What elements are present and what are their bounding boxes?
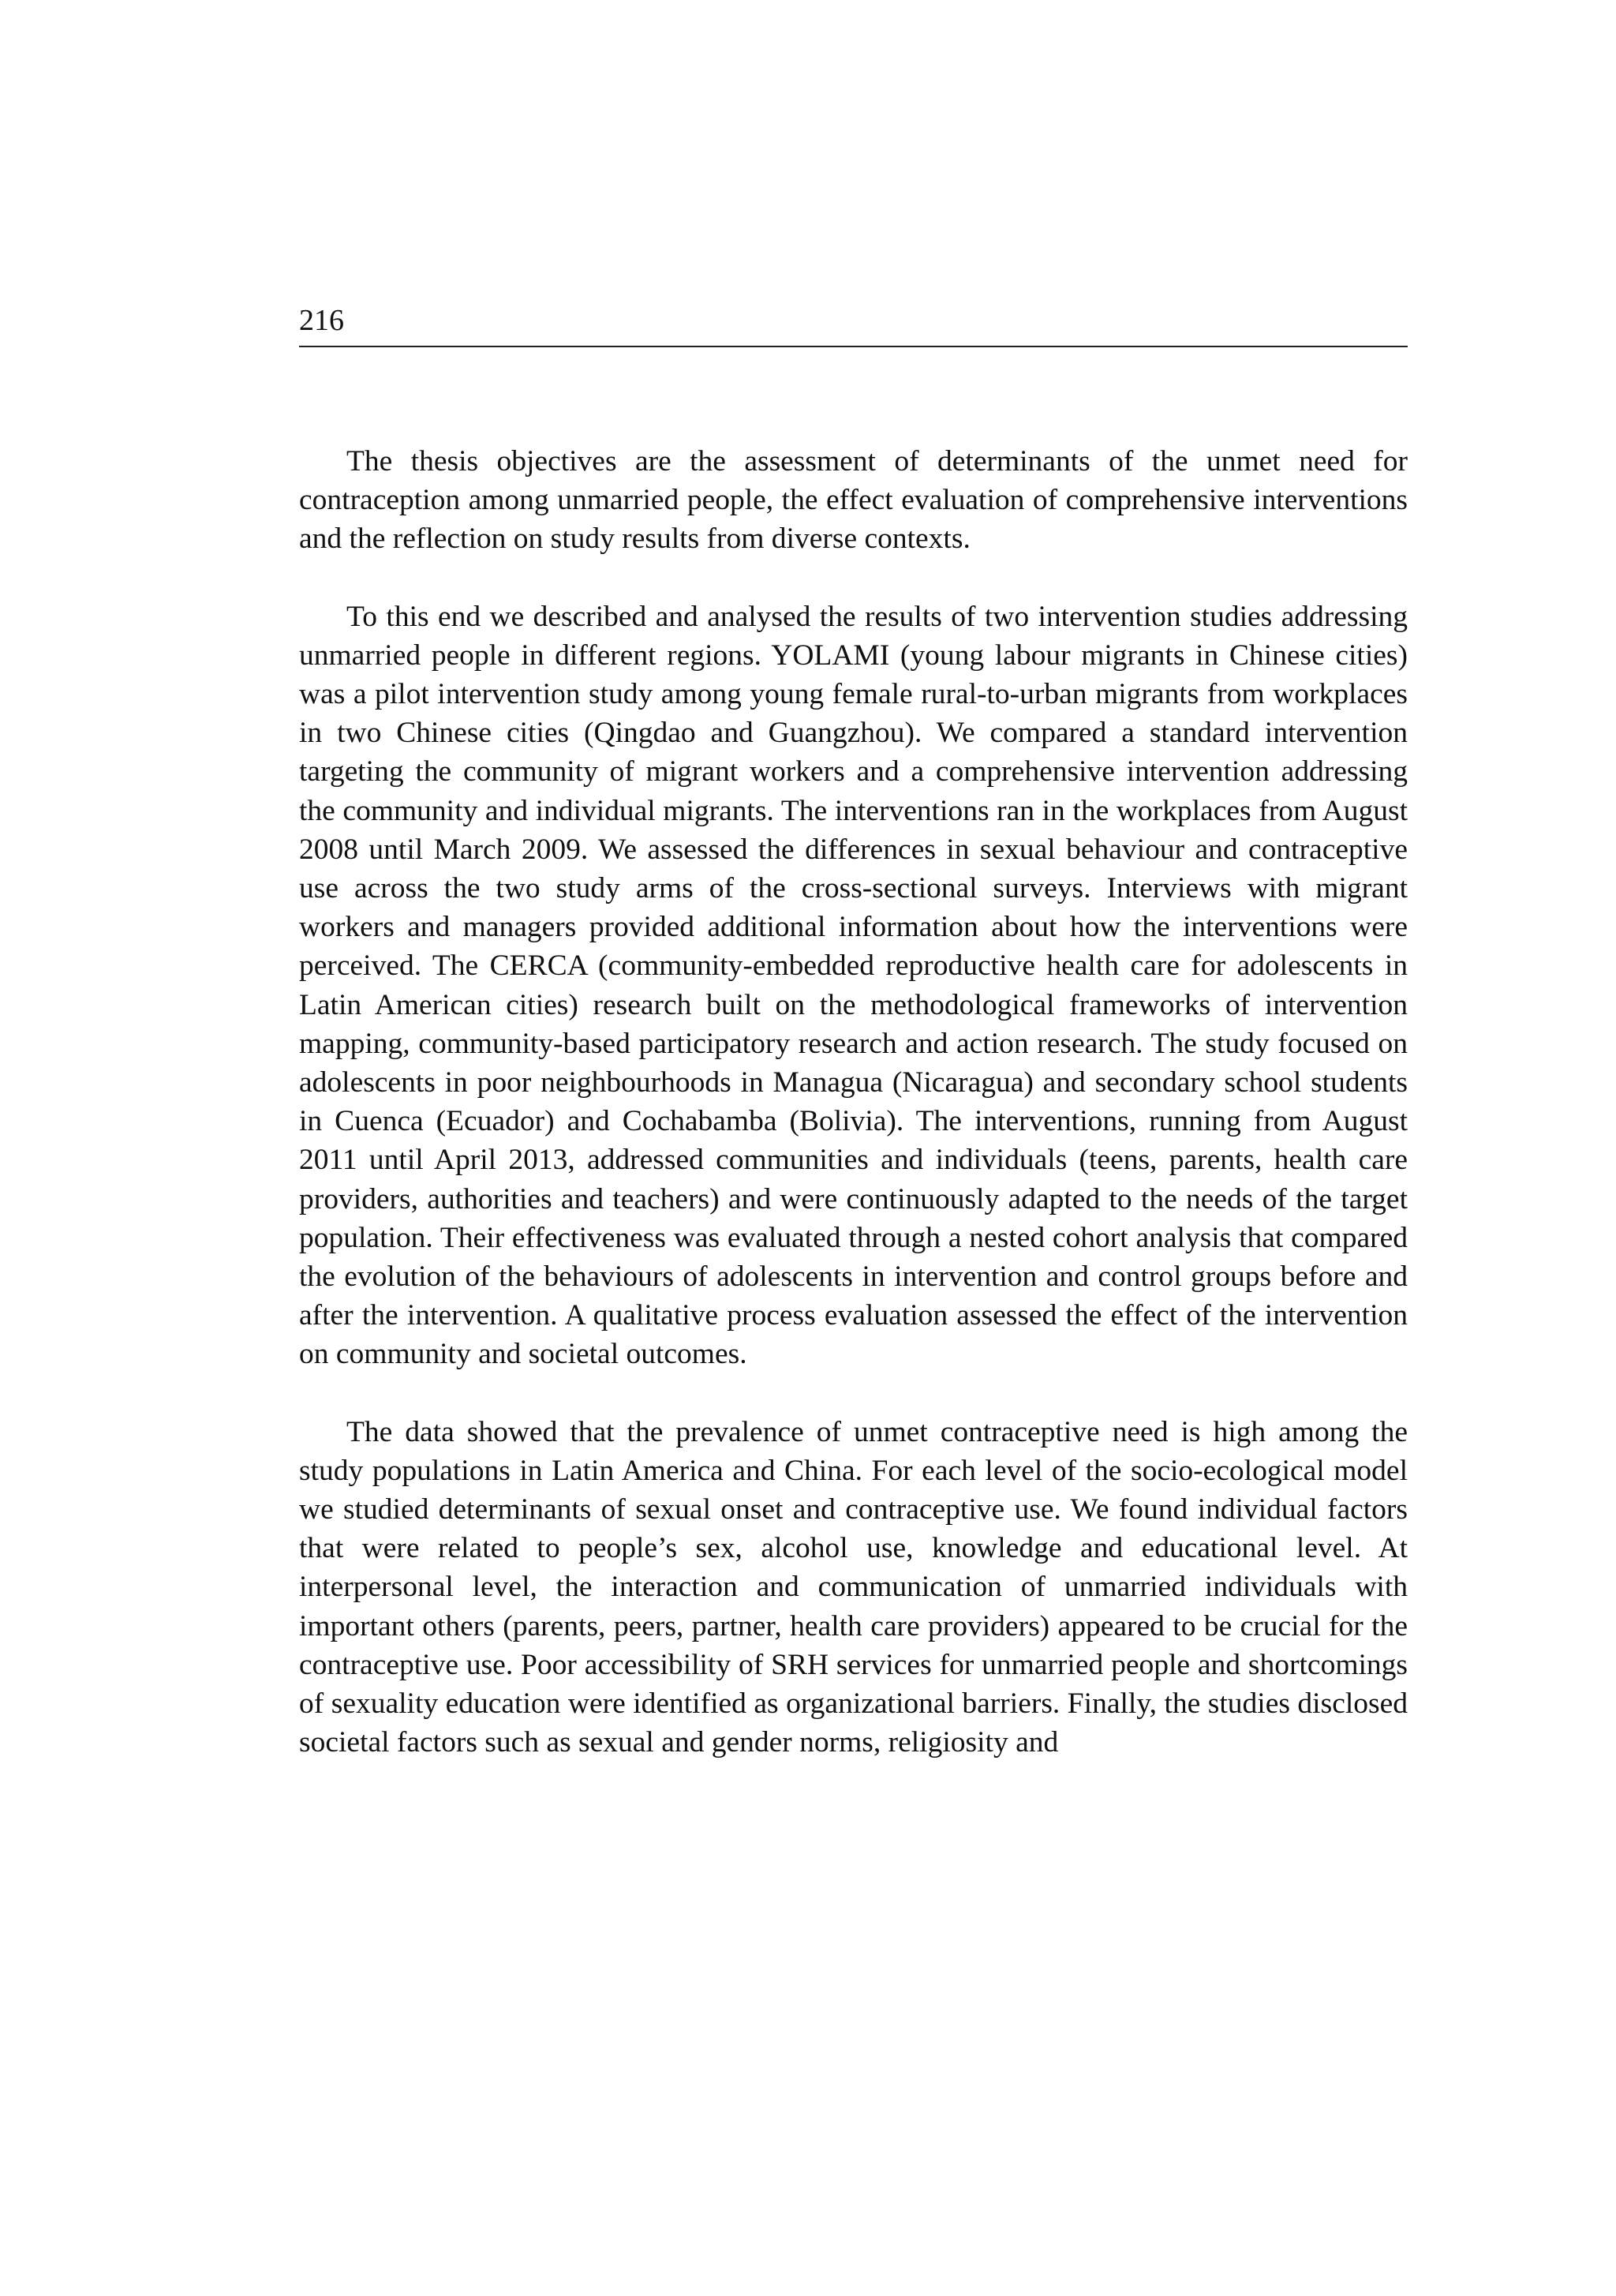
paragraph-methods: To this end we described and analysed the results of two intervention studies addressing unmarried people in different regions. YOLAMI (young labour migrants in Chinese cities) was a pilot intervention study among young female rural-to-urban migrants from workplaces in two Chinese cities (Qingdao and Guangzhou). We compared a standard intervention targeting the community of migrant workers and a comprehensive intervention addressing the community and individual migrants. The interventions ran in the workplaces from August 2008 until March 2009. We assessed the differences in sexual behaviour and contraceptive use across the two study arms of the cross-sectional surveys. Interviews with migrant workers and managers provided additional information about how the interventions were perceived. The CERCA (community-embedded reproductive health care for adolescents in Latin American cities) research built on the methodological frameworks of intervention mapping, community-based participatory research and action research. The study focused on adolescents in poor neighbourhoods in Managua (Nicaragua) and secondary school students in Cuenca (Ecuador) and Cochabamba (Bolivia). The interventions, running from August 2011 until April 2013, addressed communities and individuals (teens, parents, health care providers, authorities and teachers) and were continuously adapted to the needs of the target population. Their effectiveness was evaluated through a nested cohort analysis that compared the evolution of the behaviours of adolescents in intervention and control groups before and after the intervention. A qualitative process evaluation assessed the effect of the intervention on community and societal outcomes. bbox=[299, 600, 1408, 1371]
page-number: 216 bbox=[299, 304, 344, 337]
paragraph-results: The data showed that the prevalence of unmet contraceptive need is high among the study populations in Latin America and China. For each level of the socio-ecological model we studied determinants of sexual onset and contraceptive use. We found individual factors that were related to people’s sex, alcohol use, knowledge and educational level. At interpersonal level, the interaction and communication of unmarried individuals with important others (parents, peers, partner, health care providers) appeared to be crucial for the contraceptive use. Poor accessibility of SRH services for unmarried people and shortcomings of sexuality education were identified as organizational barriers. Finally, the studies disclosed societal factors such as sexual and gender norms, religiosity and bbox=[299, 1415, 1408, 1759]
body-text bbox=[299, 442, 1408, 1762]
paragraph-objectives: The thesis objectives are the assessment of determinants of the unmet need for contraception among unmarried people, the effect evaluation of comprehensive interventions and the reflection on study results from diverse contexts. bbox=[299, 445, 1408, 556]
running-head bbox=[299, 302, 1408, 347]
